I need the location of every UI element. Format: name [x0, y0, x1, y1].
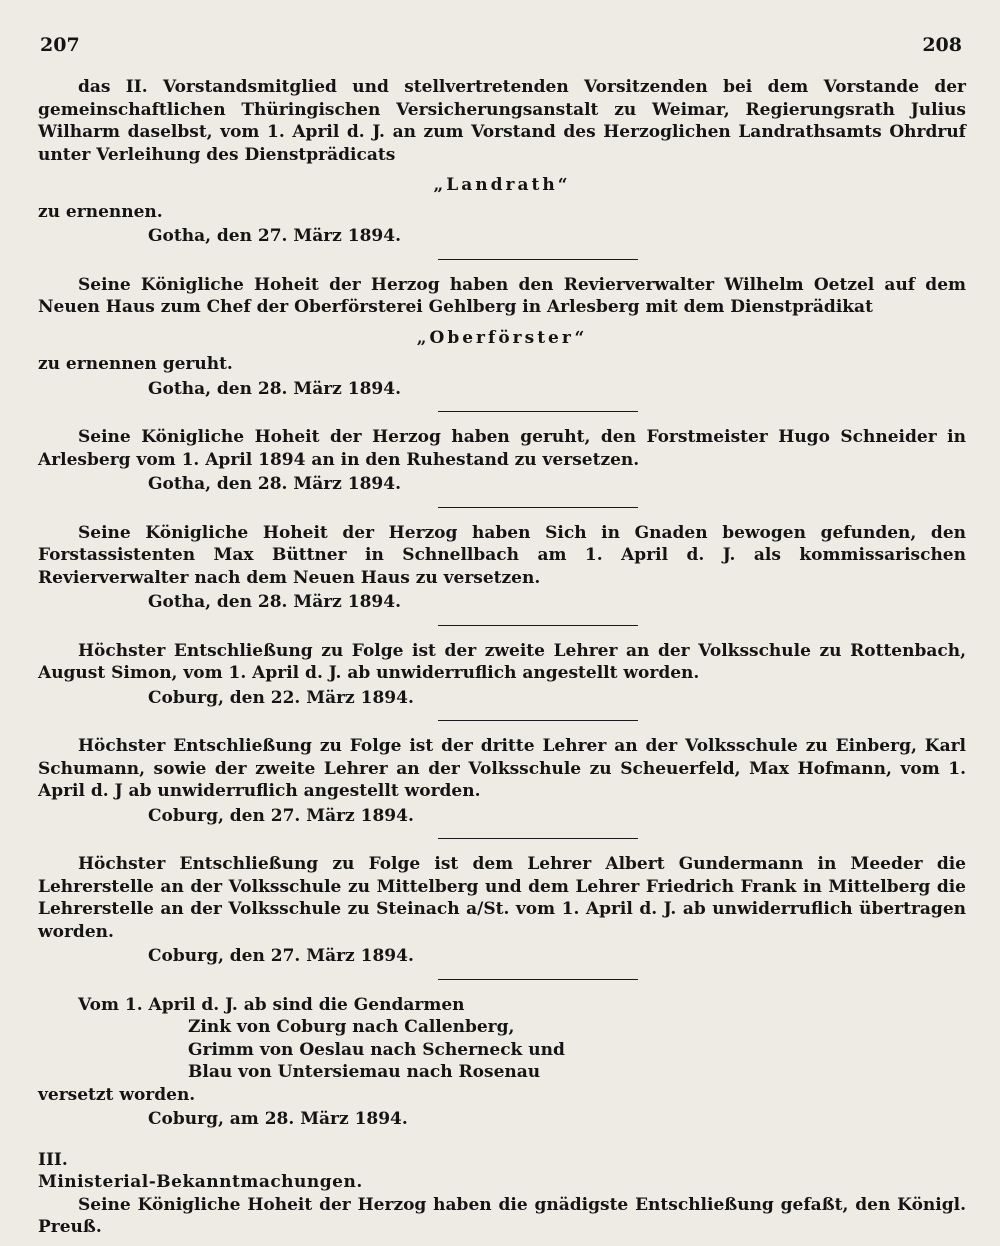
dateline: Coburg, den 27. März 1894.: [148, 805, 414, 826]
dateline: Gotha, den 28. März 1894.: [148, 592, 401, 612]
list-item: Zink von Coburg nach Callenberg,: [188, 1017, 515, 1037]
paragraph: Vom 1. April d. J. ab sind die Gendarmen: [78, 994, 465, 1015]
dateline: Coburg, den 22. März 1894.: [148, 687, 414, 708]
list-item: Grimm von Oeslau nach Scherneck und: [188, 1039, 565, 1060]
paragraph: Höchster Entschließung zu Folge ist der zweite Lehrer an der Volksschule zu Rottenbach, August Simon, vom 1. April d. J. ab unwiderruflich angestellt worden.: [38, 640, 966, 683]
conferred-title: „Oberförster“: [416, 327, 588, 348]
document-body: [38, 76, 966, 1239]
paragraph: Höchster Entschließung zu Folge ist der dritte Lehrer an der Volksschule zu Einberg, Karl Schumann, sowie der zweite Lehrer an der Volksschule zu Scheuerfeld, Max Hofmann, vom 1. April d. J ab unwiderruflich angestellt worden.: [38, 736, 966, 801]
separator-rule: [438, 720, 638, 721]
closing-line: zu ernennen.: [38, 201, 163, 222]
separator-rule: [438, 625, 638, 626]
conferred-title: „Landrath“: [433, 175, 571, 195]
paragraph: Seine Königliche Hoheit der Herzog haben den Revierverwalter Wilhelm Oetzel auf dem Neuen Haus zum Chef der Oberförsterei Gehlberg in Arlesberg mit dem Dienstprädikat: [38, 274, 966, 317]
page-number-left: 207: [40, 34, 80, 56]
dateline: Gotha, den 28. März 1894.: [148, 378, 401, 399]
paragraph: Seine Königliche Hoheit der Herzog haben geruht, den Forstmeister Hugo Schneider in Arlesberg vom 1. April 1894 an in den Ruhestand zu versetzen.: [38, 427, 966, 470]
separator-rule: [438, 507, 638, 508]
closing-line: versetzt worden.: [38, 1084, 196, 1105]
paragraph: Seine Königliche Hoheit der Herzog haben die gnädigste Entschließung gefaßt, den Königl. Preuß.: [38, 1194, 966, 1237]
section-number: III.: [38, 1149, 68, 1170]
separator-rule: [438, 411, 638, 412]
dateline: Gotha, den 27. März 1894.: [148, 226, 401, 246]
separator-rule: [438, 979, 638, 980]
separator-rule: [438, 259, 638, 260]
paragraph: Höchster Entschließung zu Folge ist dem Lehrer Albert Gundermann in Meeder die Lehrerstelle an der Volksschule zu Mittelberg und dem Lehrer Friedrich Frank in Mittelberg die Lehrerstelle an der Volksschule zu Steinach a/St. vom 1. April d. J. ab unwiderruflich übertragen worden.: [38, 854, 966, 942]
dateline: Coburg, den 27. März 1894.: [148, 946, 414, 966]
section-title: Ministerial-Bekanntmachungen.: [38, 1172, 363, 1192]
dateline: Coburg, am 28. März 1894.: [148, 1109, 408, 1129]
paragraph: Seine Königliche Hoheit der Herzog haben Sich in Gnaden bewogen gefunden, den Forstassistenten Max Büttner in Schnellbach am 1. April d. J. als kommissarischen Revierverwalter nach dem Neuen Haus zu versetzen.: [38, 522, 966, 588]
closing-line: zu ernennen geruht.: [38, 354, 233, 374]
separator-rule: [438, 838, 638, 839]
list-item: Blau von Untersiemau nach Rosenau: [188, 1062, 541, 1082]
paragraph: das II. Vorstandsmitglied und stellvertretenden Vorsitzenden bei dem Vorstande der gemeinschaftlichen Thüringischen Versicherungsanstalt zu Weimar, Regierungsrath Julius Wilharm daselbst, vom 1. April d. J. an zum Vorstand des Herzoglichen Landrathsamts Ohrdruf unter Verleihung des Dienstprädicats: [38, 77, 966, 165]
page-number-right: 208: [922, 34, 962, 56]
dateline: Gotha, den 28. März 1894.: [148, 474, 401, 494]
